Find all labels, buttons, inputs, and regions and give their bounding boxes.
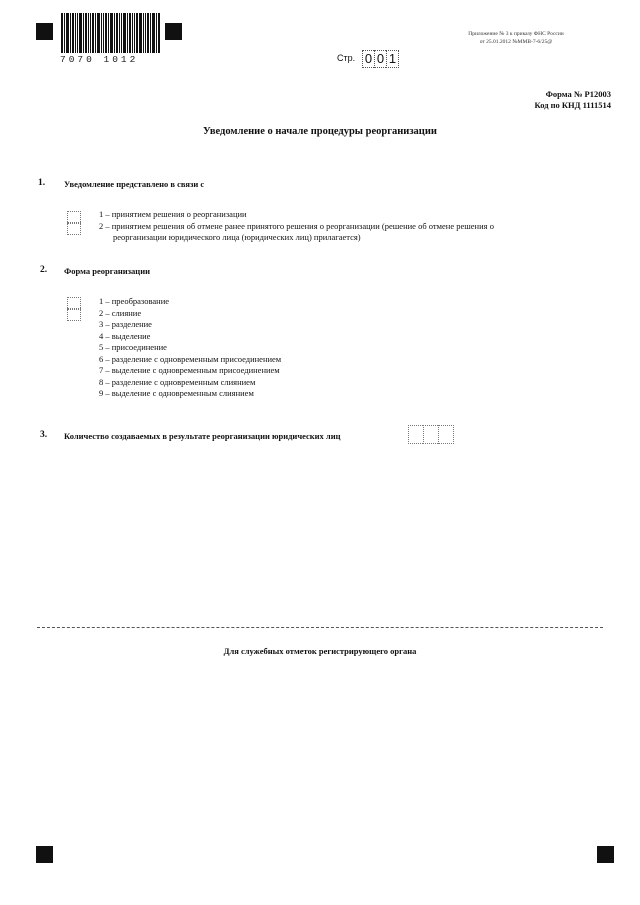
- section-3-count-digit-box[interactable]: [423, 425, 438, 444]
- section-2-option: 2 – слияние: [99, 307, 142, 318]
- page-digit-box[interactable]: 0: [374, 50, 386, 68]
- form-identifier: [534, 89, 611, 111]
- barcode-number: 7070 1012: [60, 54, 139, 65]
- corner-marker-top-left: [36, 23, 53, 40]
- corner-marker-top-right: [165, 23, 182, 40]
- section-3-count-boxes: [408, 425, 454, 444]
- page-digit-box[interactable]: 0: [362, 50, 374, 68]
- appendix-line: Приложение № 3 к приказу ФНС России: [468, 31, 564, 37]
- knd-code: Код по КНД 1111514: [534, 100, 611, 110]
- section-1-title: Уведомление представлено в связи с: [64, 179, 205, 189]
- section-2-option: 9 – выделение с одновременным слиянием: [99, 388, 254, 398]
- page-number-boxes: [362, 50, 399, 68]
- section-2-option: 7 – выделение с одновременным присоединением: [99, 365, 280, 375]
- service-marks-heading: Для служебных отметок регистрирующего органа: [223, 646, 417, 656]
- section-1-number: 1.: [38, 178, 46, 188]
- corner-marker-bottom-right: [597, 846, 614, 863]
- section-2-option: 8 – разделение с одновременным слиянием: [99, 376, 256, 387]
- corner-marker-bottom-left: [36, 846, 53, 863]
- section-2-option: 6 – разделение с одновременным присоединением: [99, 353, 282, 364]
- section-1-answer-box-lower: [67, 222, 81, 235]
- section-2-option: 4 – выделение: [99, 330, 151, 341]
- section-2-answer-box-lower: [67, 308, 81, 321]
- section-1-option-continued: реорганизации юридического лица (юридических лиц) прилагается): [113, 232, 361, 242]
- page-digit-box[interactable]: 1: [386, 50, 399, 68]
- section-2-number: 2.: [40, 265, 48, 275]
- separator-line: [37, 627, 603, 628]
- appendix-line: от 25.01.2012 №ММВ-7-6/25@: [479, 38, 553, 45]
- section-1-option: 1 – принятием решения о реорганизации: [99, 209, 247, 219]
- form-number: Форма № Р12003: [545, 89, 611, 99]
- section-1-options: [99, 209, 599, 244]
- barcode: [60, 13, 160, 65]
- section-2-option: 1 – преобразование: [99, 296, 170, 306]
- section-3-count-digit-box[interactable]: [408, 425, 423, 444]
- section-1-option: 2 – принятием решения об отмене ранее принятого решения о реорганизации (решение об отмене решения о: [99, 220, 494, 231]
- page-label: Стр.: [337, 53, 356, 63]
- barcode-graphic: [60, 13, 160, 53]
- section-2-option: 3 – разделение: [99, 319, 152, 329]
- section-2-options: [99, 296, 399, 400]
- section-2-title: Форма реорганизации: [64, 266, 150, 276]
- section-2-option: 5 – присоединение: [99, 342, 167, 352]
- section-3-count-digit-box[interactable]: [438, 425, 454, 444]
- section-3-title: Количество создаваемых в результате реорганизации юридических лиц: [64, 431, 341, 441]
- section-3-number: 3.: [40, 430, 48, 440]
- document-title: Уведомление о начале процедуры реорганизации: [203, 126, 437, 137]
- appendix-note: [431, 31, 601, 46]
